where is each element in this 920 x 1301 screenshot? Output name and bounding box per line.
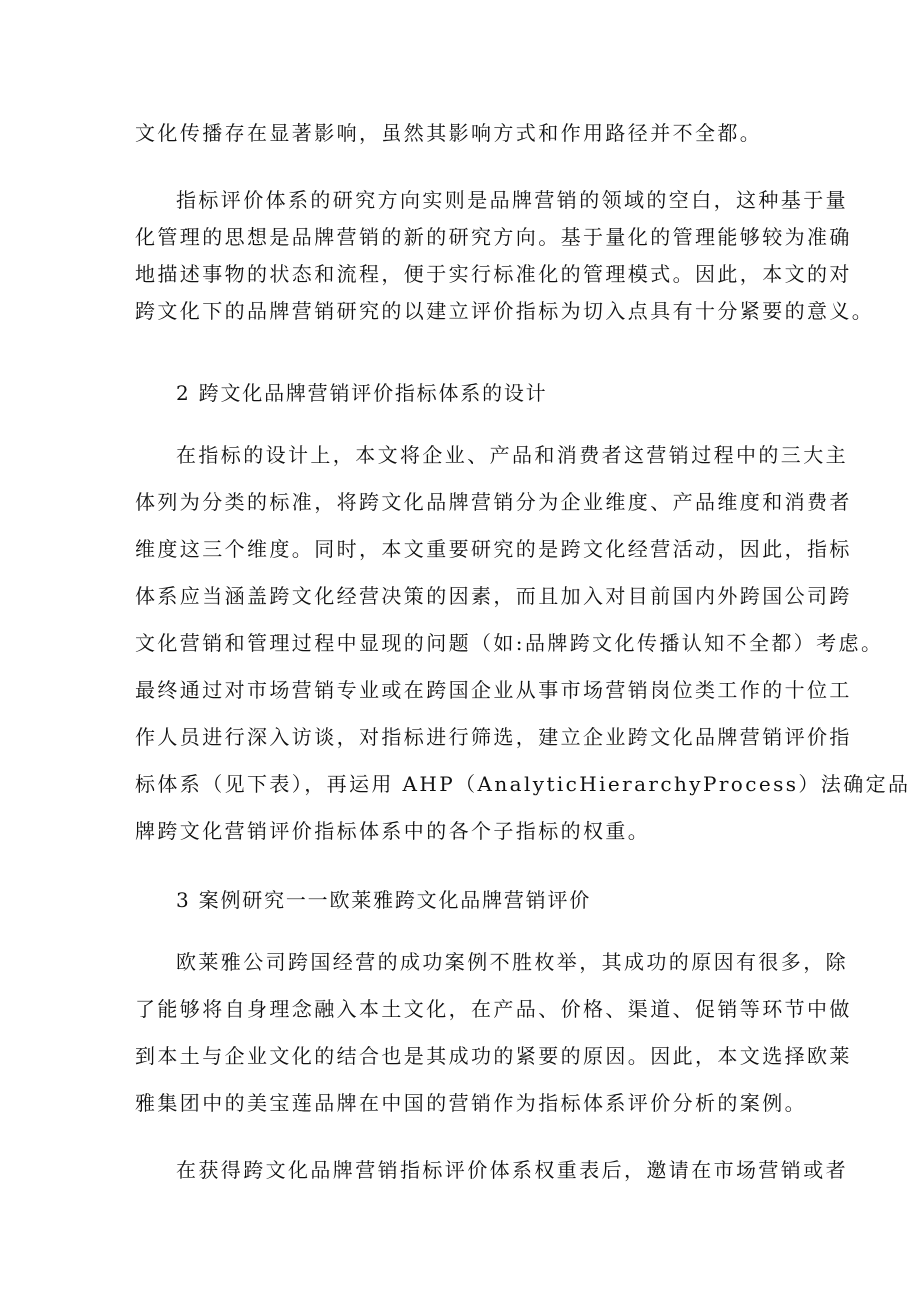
paragraph-line: 雅集团中的美宝莲品牌在中国的营销作为指标体系评价分析的案例。 (135, 1091, 807, 1115)
paragraph-line: 在获得跨文化品牌营销指标评价体系权重表后，邀请在市场营销或者 (176, 1158, 848, 1182)
section-heading: 3 案例研究一一欧莱雅跨文化品牌营销评价 (176, 888, 592, 912)
paragraph-line: 指标评价体系的研究方向实则是品牌营销的领域的空白，这种基于量 (176, 188, 848, 212)
paragraph-line: 体列为分类的标准，将跨文化品牌营销分为企业维度、产品维度和消费者 (135, 490, 852, 514)
paragraph-line: 在指标的设计上，本文将企业、产品和消费者这营销过程中的三大主 (176, 443, 848, 467)
paragraph-line: 文化营销和管理过程中显现的问题（如:品牌跨文化传播认知不全都）考虑。 (135, 631, 884, 655)
paragraph-line: 作人员进行深入访谈，对指标进行筛选，建立企业跨文化品牌营销评价指 (135, 725, 852, 749)
section-heading: 2 跨文化品牌营销评价指标体系的设计 (176, 381, 548, 405)
paragraph-line: 牌跨文化营销评价指标体系中的各个子指标的权重。 (135, 819, 651, 843)
paragraph-line: 维度这三个维度。同时，本文重要研究的是跨文化经营活动，因此，指标 (135, 537, 852, 561)
paragraph-line: 标体系（见下表），再运用 AHP（AnalyticHierarchyProcess）法确定品 (135, 772, 911, 796)
paragraph-line: 体系应当涵盖跨文化经营决策的因素，而且加入对目前国内外跨国公司跨 (135, 584, 852, 608)
paragraph-line: 最终通过对市场营销专业或在跨国企业从事市场营销岗位类工作的十位工 (135, 678, 852, 702)
paragraph-line: 到本土与企业文化的结合也是其成功的紧要的原因。因此，本文选择欧莱 (135, 1044, 852, 1068)
paragraph-line: 跨文化下的品牌营销研究的以建立评价指标为切入点具有十分紧要的意义。 (135, 299, 875, 323)
paragraph-line: 地描述事物的状态和流程，便于实行标准化的管理模式。因此，本文的对 (135, 262, 852, 286)
paragraph-line: 欧莱雅公司跨国经营的成功案例不胜枚举，其成功的原因有很多，除 (176, 950, 848, 974)
paragraph-line: 文化传播存在显著影响，虽然其影响方式和作用路径并不全都。 (135, 121, 763, 145)
paragraph-line: 了能够将自身理念融入本土文化，在产品、价格、渠道、促销等环节中做 (135, 997, 852, 1021)
paragraph-line: 化管理的思想是品牌营销的新的研究方向。基于量化的管理能够较为准确 (135, 225, 852, 249)
